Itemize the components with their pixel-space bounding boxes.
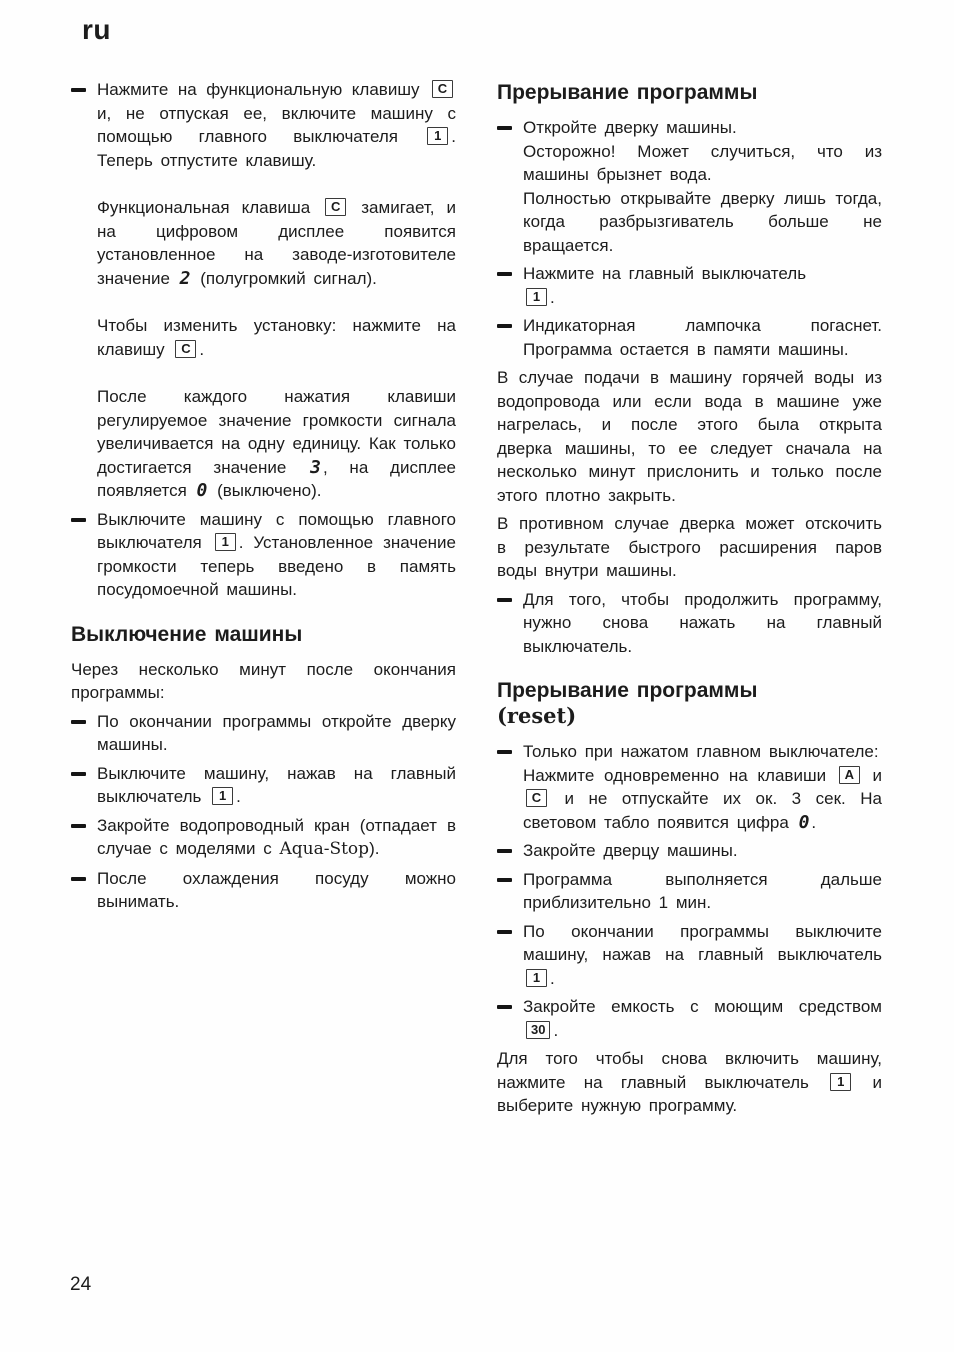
text-run: (полугромкий сигнал). [192,268,377,288]
text-run: . [236,787,241,806]
bullet-text [523,839,882,863]
dash-marker [497,126,512,130]
text-run: . Установленное значение громкости теперь введено в память посудомоечной машины. [97,533,456,599]
dash-marker [497,324,512,328]
text-run: замигает, и на цифровом дисплее появится установленное на заводе-изготовителе значение [97,198,456,288]
text-run: После каждого нажатия клавиши регулируемое значение громкости сигнала увеличивается на одну единицу. Как только достигается значение [97,387,456,477]
bullet-text [97,710,456,757]
text-run: и [862,765,882,785]
page-number: 24 [70,1274,92,1295]
bullet-item [497,740,882,834]
key-30-box: 30 [526,1021,550,1039]
right-column [497,78,882,1123]
bullet-text [97,78,456,172]
bullet-item [71,814,456,862]
text-run: Закройте водопроводный кран (отпадает в случае с моделями с [97,815,456,858]
text-run: и не отпускайте их ок. 3 сек. На световом табло появится цифра [523,789,882,832]
paragraph [97,196,456,290]
paragraph [71,658,456,705]
key-1-box: 1 [526,288,547,306]
text-run: Выключите машину с помощью главного выключателя [97,509,456,552]
bullet-item [71,508,456,602]
text-run: (выключено). [209,481,322,500]
dash-marker [71,720,86,724]
dash-marker [71,772,86,776]
bullet-text [523,314,882,361]
latin-text: (reset) [497,703,577,728]
text-run: Выключите машину, нажав на главный выключатель [97,763,456,806]
bullet-item [497,588,882,659]
dash-marker [71,824,86,828]
content-columns [71,78,882,1123]
bullet-text [97,814,456,862]
text-run: . [550,287,555,307]
section-heading [497,678,882,729]
text-run: . [199,339,205,359]
bullet-text [523,920,882,991]
text-run: Полностью открывайте дверку лишь тогда, когда разбрызгиватель больше не вращается. [523,188,882,255]
left-column [71,78,456,919]
text-run: ). [369,839,380,858]
text-run: В случае подачи в машину горячей воды из водопровода или если вода в машине уже нагрелась, и после этого была открыта дверка машины, то ее следует сначала на несколько минут прислонить и только после этого плотно закрыть. [497,368,882,505]
text-run: Осторожно! Может случиться, что из машины брызнет вода. [523,141,882,184]
text-run: Функциональная клавиша [97,198,323,217]
key-c-box: C [526,789,547,807]
key-1-box: 1 [215,533,236,551]
dash-marker [497,272,512,276]
bullet-item [497,262,882,309]
paragraph [497,366,882,507]
dash-marker [497,598,512,602]
bullet-item [497,995,882,1042]
dash-marker [71,877,86,881]
text-run: Только при нажатом главном выключателе: [523,742,879,761]
text-run: Для того, чтобы продолжить программу, нужно снова нажать на главный выключатель. [523,589,882,656]
text-run: и выберите нужную программу. [497,1072,882,1115]
bullet-item [71,867,456,914]
text-run: Программа выполняется дальше приблизительно 1 мин. [523,869,882,912]
text-run: Прерывание программы [497,679,758,702]
text-run: По окончании программы откройте дверку машины. [97,711,456,754]
bullet-text [97,762,456,809]
bullet-text [523,116,882,257]
bullet-text [523,740,882,834]
text-run: Чтобы изменить установку: нажмите на клавишу [97,316,456,359]
key-c-box: C [325,198,346,216]
paragraph [497,1047,882,1118]
display-digit-3: 3 [310,456,321,478]
bullet-text [523,868,882,915]
text-run: . Теперь отпустите клавишу. [97,127,456,170]
bullet-item [71,78,456,172]
text-run: Нажмите на функциональную клавишу [97,80,429,99]
paragraph [97,314,456,361]
text-run: Нажмите одновременно на клавиши [523,765,836,785]
paragraph [97,385,456,503]
bullet-text [523,995,882,1042]
display-digit-2: 2 [179,267,191,289]
key-a-box: A [839,766,860,784]
dash-marker [71,518,86,522]
text-run: Нажмите на главный выключатель [523,264,807,283]
bullet-item [497,116,882,257]
bullet-text [97,508,456,602]
section-heading [497,80,882,105]
dash-marker [497,878,512,882]
bullet-text [97,867,456,914]
key-c-box: C [175,340,196,358]
text-run: Прерывание программы [497,81,758,104]
text-run: и, не отпуская ее, включите машину с помощью главного выключателя [97,103,456,146]
text-run: . [553,1020,559,1040]
bullet-item [497,868,882,915]
bullet-item [71,762,456,809]
bullet-item [71,710,456,757]
text-run: Для того чтобы снова включить машину, нажмите на главный выключатель [497,1049,882,1092]
dash-marker [497,1005,512,1009]
text-run: По окончании программы выключите машину, нажав на главный выключатель [523,921,882,964]
dash-marker [71,88,86,92]
text-run: Индикаторная лампочка погаснет. Программа остается в памяти машины. [523,316,882,359]
bullet-item [497,839,882,863]
key-c-box: C [432,80,453,98]
text-run: В противном случае дверка может отскочить в результате быстрого расширения паров воды внутри машины. [497,514,882,580]
key-1-box: 1 [427,127,448,145]
text-run: Откройте дверку машины. [523,118,737,137]
paragraph [497,512,882,583]
section-heading [71,622,456,647]
key-1-box: 1 [526,969,547,987]
display-digit-0: 0 [196,480,208,501]
text-run: Через несколько минут после окончания программы: [71,659,456,702]
key-1-box: 1 [212,787,233,805]
dash-marker [497,849,512,853]
bullet-text [523,588,882,659]
text-run: . [811,812,817,832]
display-digit-0: 0 [798,811,810,833]
text-run: Выключение машины [71,622,303,646]
text-run: Закройте емкость с моющим средством [523,997,882,1016]
text-run: . [550,968,555,988]
bullet-item [497,920,882,991]
bullet-text [523,262,882,309]
dash-marker [497,930,512,934]
key-1-box: 1 [830,1073,851,1091]
language-marker: ru [82,14,111,45]
text-run: , на дисплее появляется [97,457,456,500]
bullet-item [497,314,882,361]
text-run: После охлаждения посуду можно вынимать. [97,868,456,911]
text-run: Закройте дверцу машины. [523,841,738,860]
dash-marker [497,750,512,754]
latin-text: Aqua-Stop [279,839,370,859]
